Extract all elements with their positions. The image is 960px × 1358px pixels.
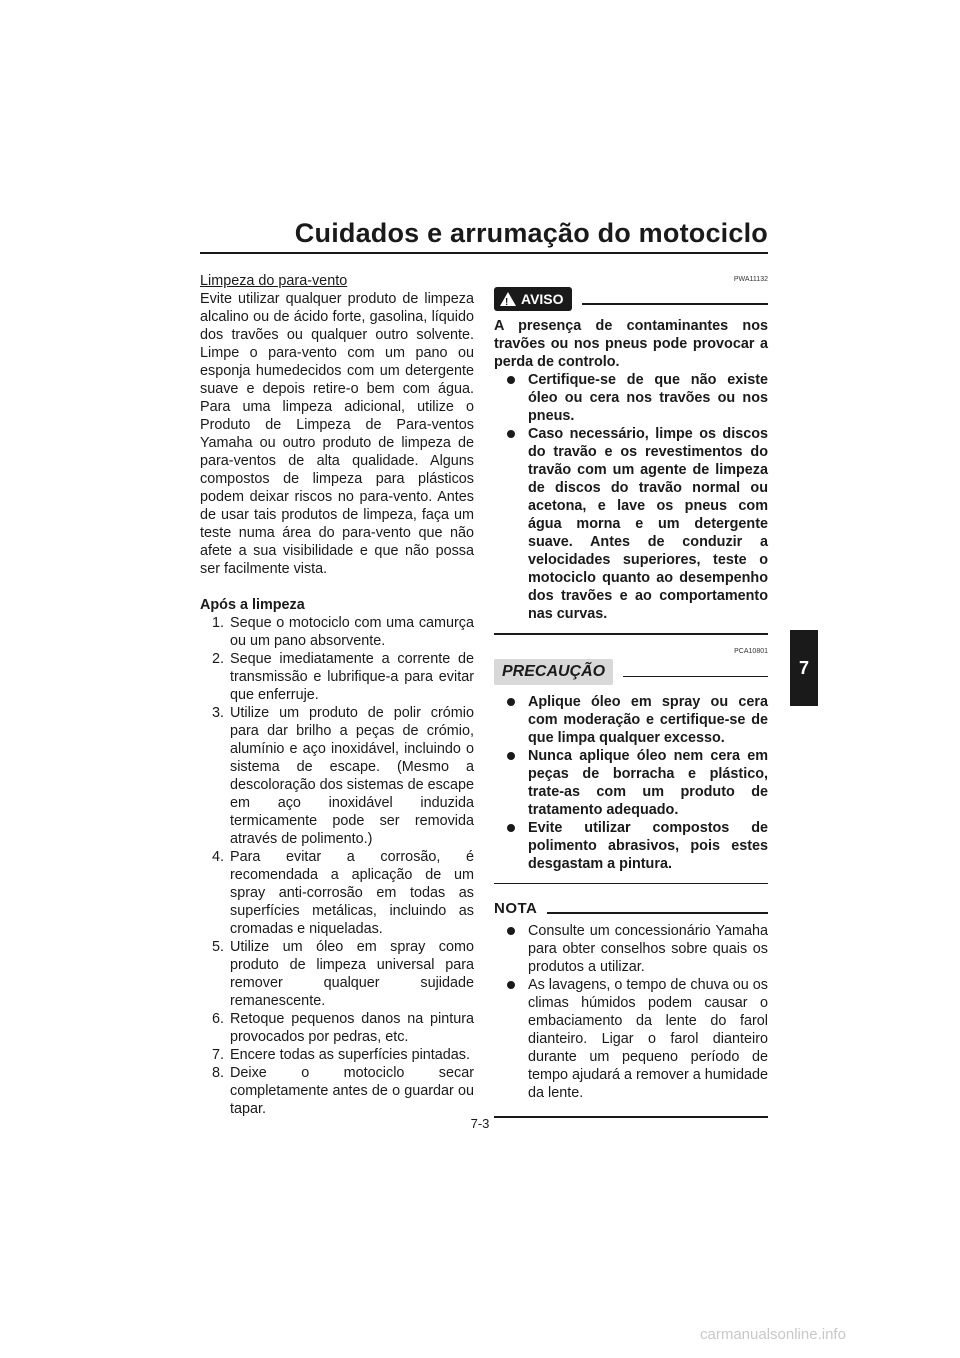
list-item bbox=[200, 848, 474, 938]
list-item bbox=[494, 425, 768, 623]
step-number: 6. bbox=[211, 1011, 224, 1027]
after-cleaning-heading: Após a limpeza bbox=[200, 597, 305, 613]
warning-badge bbox=[494, 287, 572, 311]
windscreen-text: Evite utilizar qualquer produto de limpeza alcalino ou de ácido forte, gasolina, líquido dos travões ou qualquer outro solvente. Limpe o para-vento com um pano ou esponja humedecidos com um detergente suave e depois retire-o bem com água. Para uma limpeza adicional, utilize o Produto de Limpeza de Para-ventos Yamaha ou outro produto de limpeza de para-ventos de alta qualidade. Alguns compostos de limpeza para plásticos podem deixar riscos no para-vento. Antes de usar tais produtos de limpeza, faça um teste numa área do para-vento que não afete a sua visibilidade e que não possa ser facilmente vista. bbox=[200, 291, 474, 577]
warning-end-rule bbox=[494, 633, 768, 635]
list-item bbox=[494, 371, 768, 425]
step-text: Encere todas as superfícies pintadas. bbox=[230, 1047, 470, 1063]
list-item bbox=[200, 614, 474, 650]
caution-item: Nunca aplique óleo nem cera em peças de borracha e plástico, trate-as com um produto de tratamento adequado. bbox=[528, 747, 768, 818]
step-text: Utilize um óleo em spray como produto de limpeza universal para remover qualquer sujidade remanescente. bbox=[230, 939, 474, 1009]
right-column bbox=[494, 272, 768, 1118]
note-section bbox=[494, 900, 768, 1118]
caution-end-rule bbox=[494, 883, 768, 885]
bullet-icon bbox=[494, 819, 528, 873]
list-item bbox=[494, 976, 768, 1102]
chapter-tab: 7 bbox=[790, 630, 818, 706]
step-number: 8. bbox=[211, 1065, 224, 1081]
list-item bbox=[200, 938, 474, 1010]
note-item: Consulte um concessionário Yamaha para obter conselhos sobre quais os produtos a utilizar. bbox=[528, 923, 768, 975]
caution-code: PCA10801 bbox=[734, 647, 768, 655]
caution-list bbox=[494, 693, 768, 873]
list-item bbox=[494, 819, 768, 873]
windscreen-heading: Limpeza do para-vento bbox=[200, 273, 348, 289]
step-number: 4. bbox=[211, 849, 224, 865]
step-number: 7. bbox=[211, 1047, 224, 1063]
note-label: NOTA bbox=[494, 900, 538, 917]
step-number: 2. bbox=[211, 651, 224, 667]
step-text: Utilize um produto de polir crómio para dar brilho a peças de crómio, alumínio e aço inoxidável, incluindo o sistema de escape. (Mesmo a descoloração dos sistemas de escape em aço inoxidável induzida termicamente pode ser removida através de polimento.) bbox=[230, 705, 474, 847]
warning-item: Certifique-se de que não existe óleo ou cera nos travões ou nos pneus. bbox=[528, 372, 768, 424]
list-item bbox=[200, 1064, 474, 1118]
step-number: 3. bbox=[211, 705, 224, 721]
note-item: As lavagens, o tempo de chuva ou os climas húmidos podem causar o embaciamento da lente do farol dianteiro. Ligar o farol dianteiro durante um pequeno período de tempo ajudará a remover a humidade da lente. bbox=[528, 977, 768, 1101]
bullet-icon bbox=[494, 747, 528, 819]
watermark: carmanualsonline.info bbox=[700, 1326, 846, 1343]
bullet-icon bbox=[494, 922, 528, 976]
left-column bbox=[200, 272, 474, 1118]
page-number: 7-3 bbox=[470, 1116, 490, 1131]
step-text: Retoque pequenos danos na pintura provocados por pedras, etc. bbox=[230, 1011, 474, 1045]
warning-item: Caso necessário, limpe os discos do travão e os revestimentos do travão com um agente de limpeza de discos do travão normal ou acetona, e lave os pneus com água morna e um detergente suave. Antes de conduzir a velocidades superiores, teste o motociclo quanto ao desempenho dos travões e ao comportamento nas curvas. bbox=[528, 426, 768, 622]
page-title: Cuidados e arrumação do motociclo bbox=[294, 218, 768, 248]
step-text: Deixe o motociclo secar completamente antes de o guardar ou tapar. bbox=[230, 1065, 474, 1117]
caution-item: Aplique óleo em spray ou cera com moderação e certifique-se de que limpa qualquer excesso. bbox=[528, 693, 768, 746]
warning-label: AVISO bbox=[521, 291, 564, 307]
after-cleaning-steps bbox=[200, 614, 474, 1118]
list-item bbox=[494, 693, 768, 747]
step-text: Seque o motociclo com uma camurça ou um pano absorvente. bbox=[230, 615, 474, 649]
caution-label: PRECAUÇÃO bbox=[494, 659, 613, 685]
warning-list bbox=[494, 371, 768, 623]
warning-intro: A presença de contaminantes nos travões ou nos pneus pode provocar a perda de controlo. bbox=[494, 318, 768, 370]
list-item bbox=[494, 747, 768, 819]
bullet-icon bbox=[494, 976, 528, 1102]
step-text: Para evitar a corrosão, é recomendada a aplicação de um spray anti-corrosão em todas as superfícies metálicas, incluindo as cromadas e niqueladas. bbox=[230, 849, 474, 937]
step-text: Seque imediatamente a corrente de transmissão e lubrifique-a para evitar que enferruje. bbox=[230, 651, 474, 703]
note-list bbox=[494, 922, 768, 1102]
list-item bbox=[200, 650, 474, 704]
bullet-icon bbox=[494, 425, 528, 623]
caution-item: Evite utilizar compostos de polimento abrasivos, pois estes desgastam a pintura. bbox=[528, 819, 768, 872]
step-number: 5. bbox=[211, 939, 224, 955]
bullet-icon bbox=[494, 693, 528, 747]
title-rule bbox=[200, 252, 768, 254]
bullet-icon bbox=[494, 371, 528, 425]
list-item bbox=[200, 1010, 474, 1046]
caution-header-rule bbox=[623, 676, 768, 678]
note-header-rule bbox=[547, 912, 768, 914]
warning-header-rule bbox=[582, 303, 768, 305]
list-item bbox=[200, 1046, 474, 1064]
warning-code: PWA11132 bbox=[733, 276, 768, 283]
list-item bbox=[200, 704, 474, 848]
step-number: 1. bbox=[211, 615, 224, 631]
list-item bbox=[494, 922, 768, 976]
caution-section bbox=[494, 647, 768, 885]
warning-triangle-icon bbox=[500, 292, 516, 306]
warning-section bbox=[494, 275, 768, 635]
